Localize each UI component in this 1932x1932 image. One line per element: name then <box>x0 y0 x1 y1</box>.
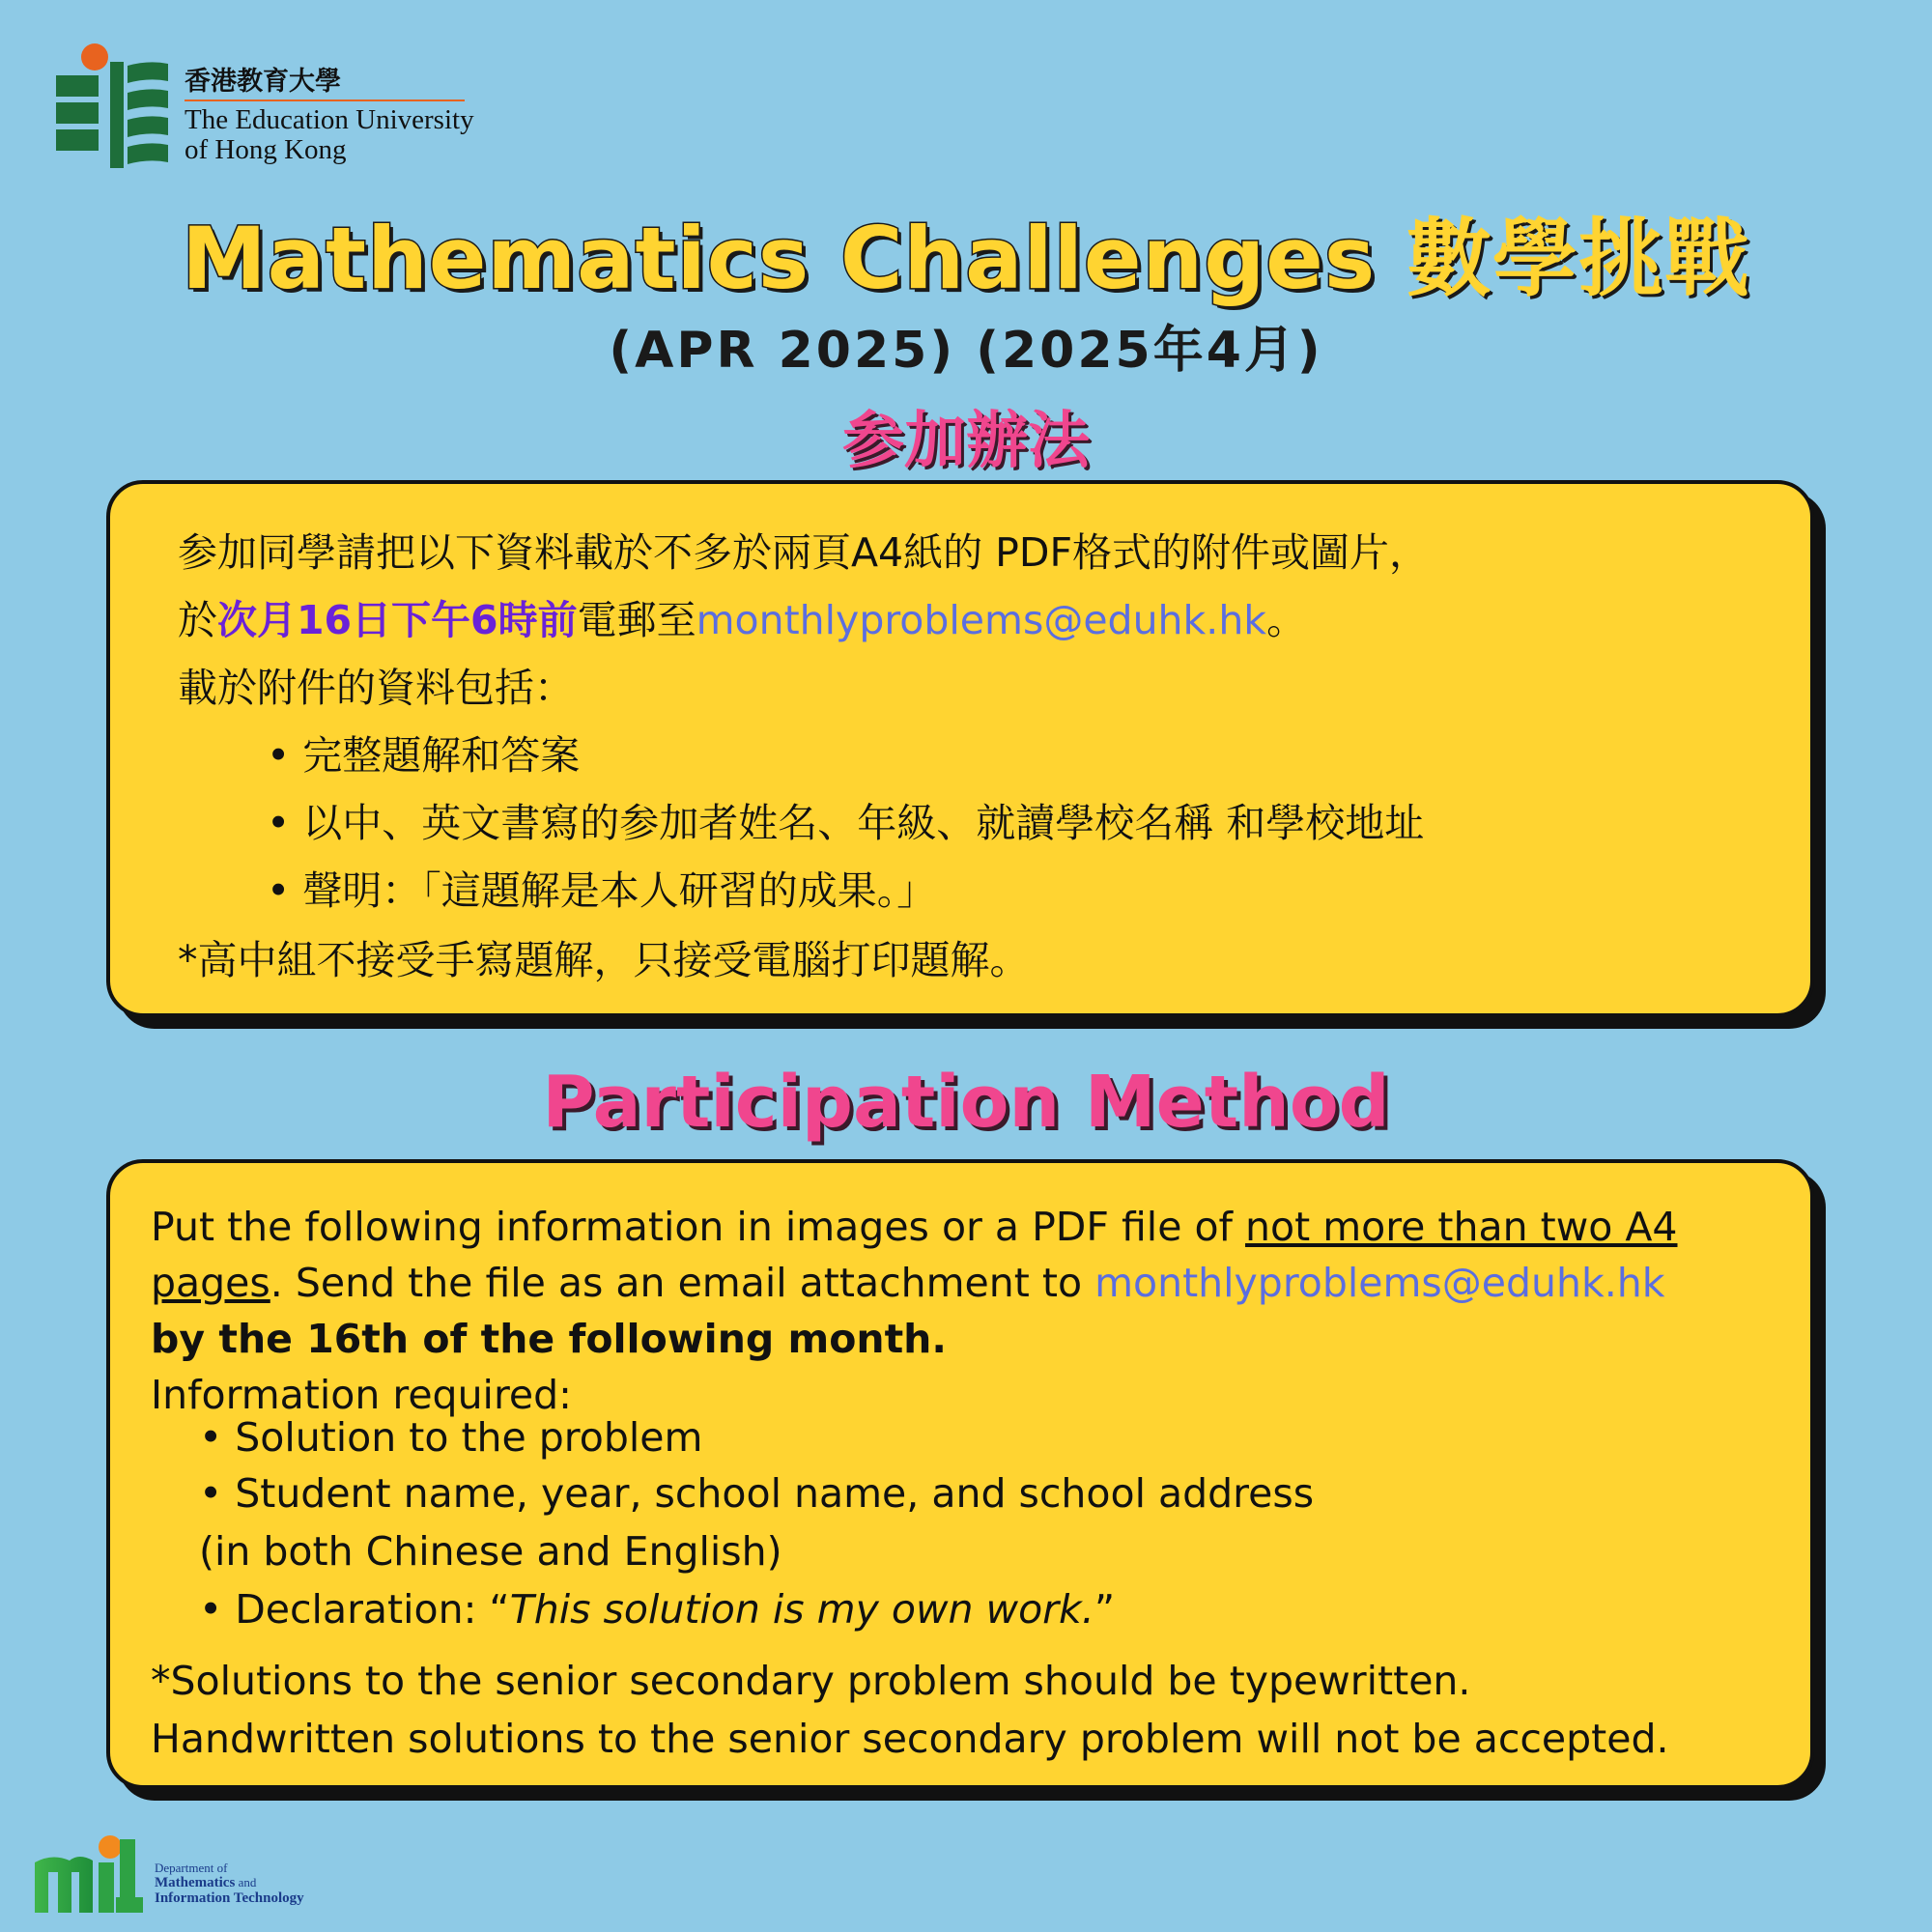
eduhk-logo <box>56 43 481 168</box>
page-title <box>0 191 1932 313</box>
en-line-1-text: Put the following information in images or a PDF file of <box>151 1204 1246 1250</box>
en-page-limit: not more than two A4 <box>1245 1204 1678 1250</box>
zh-deadline-line <box>178 588 1306 645</box>
zh-bullet-1: • 完整題解和答案 <box>267 732 581 779</box>
mit-line-2 <box>155 1875 304 1890</box>
en-bullet-3-suffix: ” <box>1094 1586 1116 1633</box>
en-bullet-2-cont: (in both Chinese and English) <box>199 1528 782 1575</box>
zh-deadline-prefix: 於 <box>178 597 217 643</box>
eduhk-name-zh: 香港教育大學 <box>185 67 341 97</box>
mit-line-2-bold: Mathematics <box>155 1875 236 1890</box>
en-line-2 <box>151 1260 1665 1306</box>
section-heading-zh: 参加辦法 <box>842 406 1090 477</box>
en-bullet-3-prefix: • Declaration: “ <box>199 1586 510 1633</box>
en-note-1: *Solutions to the senior secondary problem should be typewritten. <box>151 1658 1471 1704</box>
zh-bullet-2: • 以中、英文書寫的参加者姓名、年級、就讀學校名稱 和學校地址 <box>267 800 1425 846</box>
mit-line-3-bold: Information Technology <box>155 1890 304 1906</box>
en-page-limit-cont: pages <box>151 1260 270 1306</box>
mit-line-1: Department of <box>155 1861 228 1875</box>
mit-logo-mark-icon <box>33 1833 153 1915</box>
zh-intro-line: 参加同學請把以下資料載於不多於兩頁A4紙的 PDF格式的附件或圖片， <box>178 529 1430 576</box>
zh-bullet-3: • 聲明：「這題解是本人研習的成果。」 <box>267 867 937 914</box>
en-deadline: by the 16th of the following month. <box>151 1316 947 1362</box>
en-email-link[interactable]: monthlyproblems@eduhk.hk <box>1094 1260 1665 1306</box>
mit-line-3 <box>155 1890 304 1906</box>
section-heading-en: Participation Method <box>542 1061 1390 1144</box>
zh-deadline-mid: 電郵至 <box>577 597 696 643</box>
page-title-zh: 數學挑戰 <box>1406 209 1750 308</box>
eduhk-name-en-line2: of Hong Kong <box>185 134 347 165</box>
en-bullet-1: • Solution to the problem <box>199 1414 703 1461</box>
en-declaration: This solution is my own work. <box>509 1586 1094 1633</box>
eduhk-name-en-line1: The Education University <box>185 104 474 135</box>
en-bullet-3 <box>199 1586 1115 1633</box>
zh-email-link[interactable]: monthlyproblems@eduhk.hk <box>696 597 1267 643</box>
zh-deadline-suffix: 。 <box>1266 597 1307 643</box>
en-bullet-2: • Student name, year, school name, and school address <box>199 1470 1315 1517</box>
logo-divider <box>185 99 465 101</box>
mit-department-logo <box>33 1833 352 1915</box>
en-note-2: Handwritten solutions to the senior secondary problem will not be accepted. <box>151 1716 1669 1762</box>
mit-department-name <box>155 1861 304 1906</box>
zh-deadline: 次月16日下午6時前 <box>217 597 578 643</box>
en-info-label: Information required: <box>151 1372 572 1418</box>
page-subtitle: (APR 2025) (2025年4月) <box>609 322 1323 380</box>
zh-note: *高中組不接受手寫題解，只接受電腦打印題解。 <box>178 937 1030 983</box>
eduhk-logo-mark-icon <box>56 43 170 168</box>
en-send-text: . Send the file as an email attachment to <box>270 1260 1095 1306</box>
mit-line-2-and: and <box>235 1875 257 1889</box>
zh-info-label: 載於附件的資料包括： <box>178 665 574 711</box>
participation-card-en <box>106 1159 1814 1789</box>
participation-card-zh <box>106 480 1814 1017</box>
page-title-en: Mathematics Challenges <box>182 209 1377 308</box>
en-line-1 <box>151 1204 1678 1250</box>
